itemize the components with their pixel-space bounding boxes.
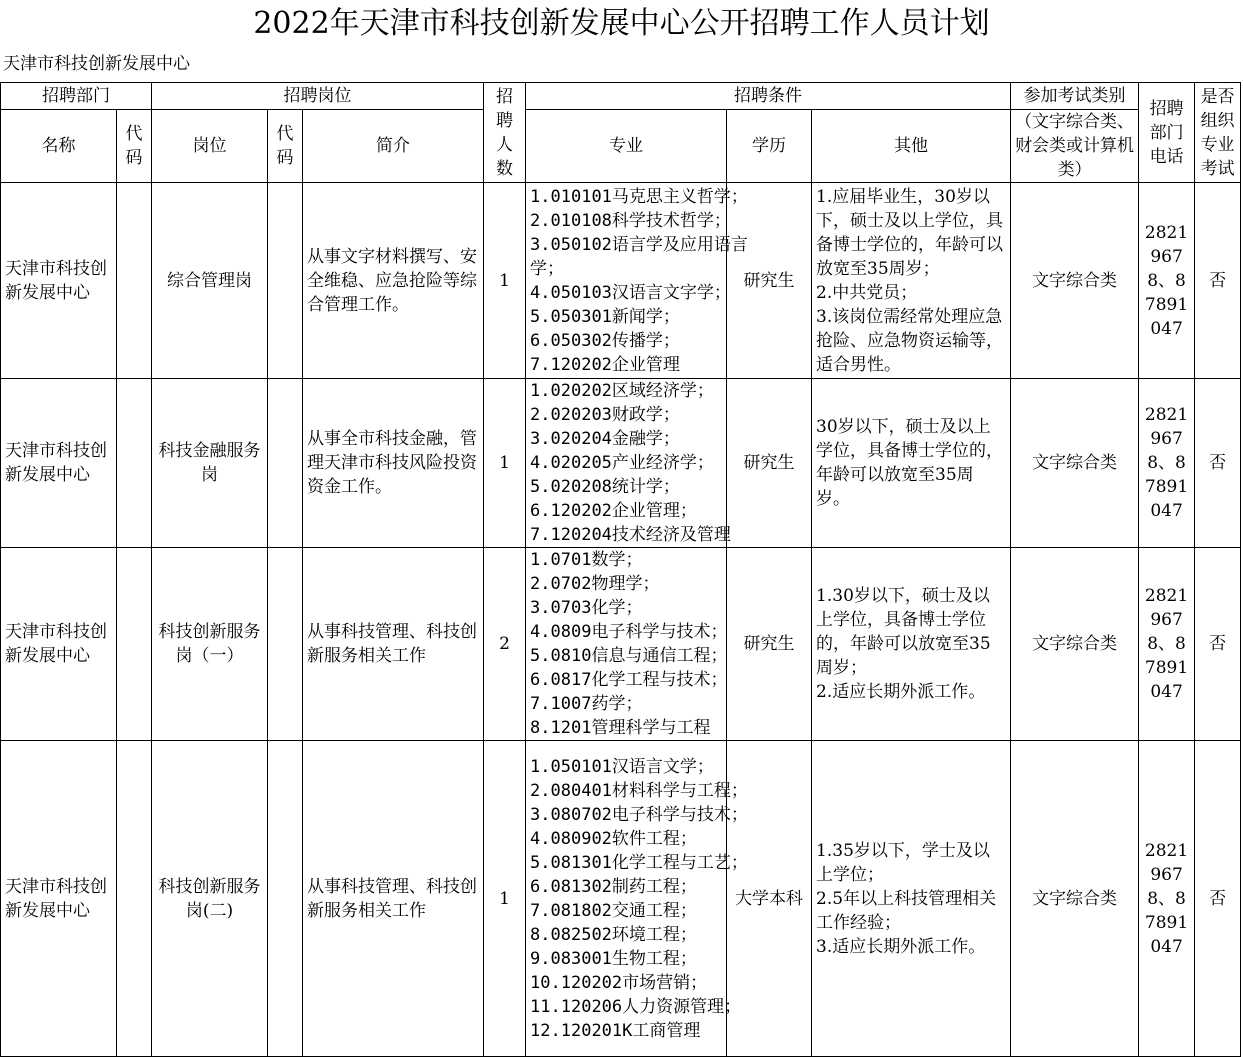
major-item: 3.0703化学； — [530, 598, 643, 618]
post-name: 科技金融服务岗 — [152, 379, 268, 548]
post-code — [268, 379, 303, 548]
pro-exam-flag: 否 — [1195, 741, 1241, 1057]
major-item: 7.081802交通工程； — [530, 900, 697, 921]
major-item: 学； — [530, 258, 565, 279]
pro-exam-flag: 否 — [1195, 183, 1241, 379]
table-row — [1, 548, 1241, 741]
major-item: 8.1201管理科学与工程 — [530, 718, 711, 738]
major-item: 2.020203财政学； — [530, 405, 680, 425]
header-intro: 简介 — [303, 110, 484, 183]
major-item: 4.080902软件工程； — [530, 828, 697, 849]
post-intro: 从事全市科技金融，管理天津市科技风险投资资金工作。 — [303, 379, 484, 548]
dept-name: 天津市科技创新发展中心 — [1, 379, 117, 548]
major-item: 2.0702物理学； — [530, 574, 660, 594]
header-phone: 招聘部门电话 — [1139, 83, 1195, 183]
exam-type: 文字综合类 — [1011, 548, 1139, 741]
major-item: 1.010101马克思主义哲学； — [530, 186, 748, 207]
major-item: 11.120206人力资源管理； — [530, 996, 742, 1017]
exam-type: 文字综合类 — [1011, 379, 1139, 548]
header-other: 其他 — [812, 110, 1011, 183]
education: 研究生 — [727, 379, 812, 548]
post-intro: 从事文字材料撰写、安全维稳、应急抢险等综合管理工作。 — [303, 183, 484, 379]
post-intro: 从事科技管理、科技创新服务相关工作 — [303, 741, 484, 1057]
dept-code — [117, 741, 152, 1057]
dept-code — [117, 379, 152, 548]
dept-code — [117, 548, 152, 741]
majors-list — [526, 741, 748, 1057]
major-item: 5.020208统计学； — [530, 477, 680, 497]
major-item: 7.1007药学； — [530, 694, 643, 714]
major-item: 8.082502环境工程； — [530, 924, 697, 945]
header-code1: 代码 — [117, 110, 152, 183]
major-item: 2.010108科学技术哲学； — [530, 210, 731, 231]
major-item: 1.050101汉语言文学； — [530, 756, 714, 777]
header-name: 名称 — [1, 110, 117, 183]
major-item: 5.081301化学工程与工艺； — [530, 852, 748, 873]
major-item: 12.120201K工商管理 — [530, 1020, 701, 1041]
header-exam-group: 参加考试类别 — [1011, 83, 1139, 110]
contact-phone: 28219678、87891047 — [1139, 379, 1195, 548]
dept-name: 天津市科技创新发展中心 — [1, 548, 117, 741]
other-requirements: 1.35岁以下，学士及以上学位； 2.5年以上科技管理相关工作经验； 3.适应长期外派工作。 — [812, 741, 1011, 1057]
major-item: 6.050302传播学； — [530, 330, 680, 351]
major-item: 3.020204金融学； — [530, 429, 680, 449]
major-item: 2.080401材料科学与工程； — [530, 780, 748, 801]
major-item: 7.120204技术经济及管理 — [530, 525, 731, 545]
major-item: 4.0809电子科学与技术； — [530, 622, 728, 642]
post-name: 科技创新服务岗（一） — [152, 548, 268, 741]
page-subtitle: 天津市科技创新发展中心 — [3, 54, 190, 74]
header-post-group: 招聘岗位 — [152, 83, 484, 110]
other-requirements: 1.30岁以下，硕士及以上学位，具备博士学位的，年龄可以放宽至35周岁； 2.适应长期外派工作。 — [812, 548, 1011, 741]
page-title: 2022年天津市科技创新发展中心公开招聘工作人员计划 — [253, 6, 990, 41]
major-item: 5.0810信息与通信工程； — [530, 646, 728, 666]
majors-list — [526, 548, 727, 741]
major-item: 6.081302制药工程； — [530, 876, 697, 897]
recruitment-table — [0, 82, 1241, 1057]
header-dept-group: 招聘部门 — [1, 83, 152, 110]
major-item: 4.020205产业经济学； — [530, 453, 714, 473]
contact-phone: 28219678、87891047 — [1139, 548, 1195, 741]
major-item: 5.050301新闻学； — [530, 306, 680, 327]
exam-type: 文字综合类 — [1011, 183, 1139, 379]
dept-name: 天津市科技创新发展中心 — [1, 741, 117, 1057]
post-name: 综合管理岗 — [152, 183, 268, 379]
header-code2: 代码 — [268, 110, 303, 183]
major-item: 3.050102语言学及应用语言 — [530, 234, 748, 255]
pro-exam-flag: 否 — [1195, 548, 1241, 741]
post-code — [268, 548, 303, 741]
header-headcount: 招聘人数 — [484, 83, 526, 183]
major-item: 9.083001生物工程； — [530, 948, 697, 969]
post-code — [268, 741, 303, 1057]
majors-list — [526, 379, 731, 548]
headcount: 1 — [484, 379, 526, 548]
post-code — [268, 183, 303, 379]
exam-type: 文字综合类 — [1011, 741, 1139, 1057]
contact-phone: 28219678、87891047 — [1139, 741, 1195, 1057]
major-item: 1.020202区域经济学； — [530, 381, 714, 401]
table-row — [1, 379, 1241, 548]
pro-exam-flag: 否 — [1195, 379, 1241, 548]
majors-list — [526, 183, 748, 379]
table-row — [1, 741, 1241, 1057]
header-pro-exam: 是否组织专业考试 — [1195, 83, 1241, 183]
headcount: 1 — [484, 741, 526, 1057]
major-item: 6.0817化学工程与技术； — [530, 670, 728, 690]
header-conditions-group: 招聘条件 — [526, 83, 1011, 110]
headcount: 1 — [484, 183, 526, 379]
major-item: 3.080702电子科学与技术； — [530, 804, 748, 825]
headcount: 2 — [484, 548, 526, 741]
major-item: 7.120202企业管理 — [530, 354, 680, 375]
education: 研究生 — [727, 548, 812, 741]
education: 大学本科 — [727, 741, 812, 1057]
other-requirements: 30岁以下，硕士及以上学位，具备博士学位的，年龄可以放宽至35周岁。 — [812, 379, 1011, 548]
header-edu: 学历 — [727, 110, 812, 183]
major-item: 6.120202企业管理； — [530, 501, 697, 521]
dept-code — [117, 183, 152, 379]
header-exam-types: （文字综合类、财会类或计算机类） — [1011, 110, 1139, 183]
table-row — [1, 183, 1241, 379]
major-item: 1.0701数学； — [530, 550, 643, 570]
major-item: 4.050103汉语言文字学； — [530, 282, 731, 303]
post-intro: 从事科技管理、科技创新服务相关工作 — [303, 548, 484, 741]
header-post: 岗位 — [152, 110, 268, 183]
contact-phone: 28219678、87891047 — [1139, 183, 1195, 379]
post-name: 科技创新服务岗(二) — [152, 741, 268, 1057]
header-major: 专业 — [526, 110, 727, 183]
other-requirements: 1.应届毕业生，30岁以下，硕士及以上学位，具备博士学位的，年龄可以放宽至35周岁； 2.中共党员； 3.该岗位需经常处理应急抢险、应急物资运输等，适合男性。 — [812, 183, 1011, 379]
major-item: 10.120202市场营销； — [530, 972, 708, 993]
dept-name: 天津市科技创新发展中心 — [1, 183, 117, 379]
education: 研究生 — [727, 183, 812, 379]
